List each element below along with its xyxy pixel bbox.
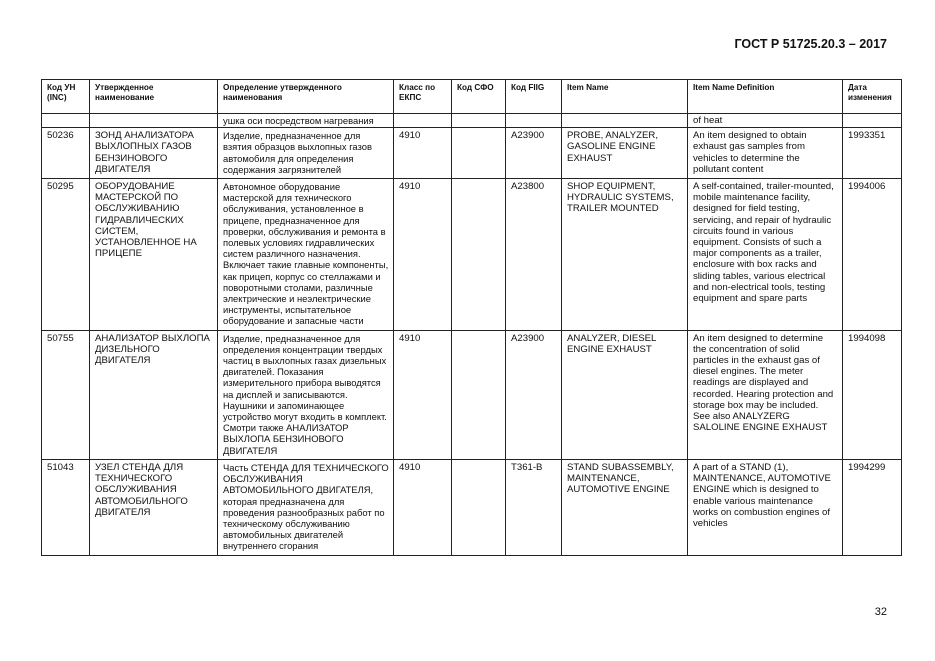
cell-inc: 51043 bbox=[42, 459, 90, 555]
col-header-ekps: Класс по ЕКПС bbox=[394, 80, 452, 114]
col-header-item-name: Item Name bbox=[562, 80, 688, 114]
cell-fiig: A23900 bbox=[506, 330, 562, 459]
table-row bbox=[42, 330, 902, 459]
col-header-name-ru: Утвержденное наименование bbox=[90, 80, 218, 114]
cell-ekps: 4910 bbox=[394, 128, 452, 179]
cell-inc: 50755 bbox=[42, 330, 90, 459]
cell-ekps: 4910 bbox=[394, 330, 452, 459]
col-header-definition-ru: Определение утвержденного наименования bbox=[218, 80, 394, 114]
continuation-definition-ru: ушка оси посредством нагревания bbox=[218, 114, 394, 128]
catalog-table bbox=[41, 79, 902, 556]
cell-definition-en: A part of a STAND (1), MAINTENANCE, AUTOMOTIVE ENGINE which is designed to enable various maintenance works on combustion engines of vehicles bbox=[688, 459, 843, 555]
col-header-definition-en: Item Name Definition bbox=[688, 80, 843, 114]
cell-definition-ru: Изделие, предназначенное для определения концентрации твердых частиц в выхлопных газах дизельных двигателей. Показания измерительного прибора выводятся на дисплей и записываются. Наушники и запоминающее устройство могут входить в комплект. Смотри также АНАЛИЗАТОР ВЫХЛОПА БЕНЗИНОВОГО ДВИГАТЕЛЯ bbox=[218, 330, 394, 459]
cell-sfo bbox=[452, 179, 506, 331]
cell-ekps: 4910 bbox=[394, 179, 452, 331]
cell-name-ru: ОБОРУДОВАНИЕ МАСТЕРСКОЙ ПО ОБСЛУЖИВАНИЮ ГИДРАВЛИЧЕСКИХ СИСТЕМ, УСТАНОВЛЕННОЕ НА ПРИЦЕПЕ bbox=[90, 179, 218, 331]
cell-definition-ru: Часть СТЕНДА ДЛЯ ТЕХНИЧЕСКОГО ОБСЛУЖИВАНИЯ АВТОМОБИЛЬНОГО ДВИГАТЕЛЯ, которая предназначена для проведения разнообразных работ по техническому обслуживанию автомобильных двигателей внутреннего сгорания bbox=[218, 459, 394, 555]
continuation-definition-en: of heat bbox=[688, 114, 843, 128]
cell-date: 1994098 bbox=[843, 330, 902, 459]
cell-fiig: A23900 bbox=[506, 128, 562, 179]
col-header-fiig: Код FIIG bbox=[506, 80, 562, 114]
cell-sfo bbox=[452, 128, 506, 179]
cell-name-ru: УЗЕЛ СТЕНДА ДЛЯ ТЕХНИЧЕСКОГО ОБСЛУЖИВАНИЯ АВТОМОБИЛЬНОГО ДВИГАТЕЛЯ bbox=[90, 459, 218, 555]
cell-date: 1994006 bbox=[843, 179, 902, 331]
cell-date: 1994299 bbox=[843, 459, 902, 555]
cell-inc: 50295 bbox=[42, 179, 90, 331]
table-row bbox=[42, 128, 902, 179]
cell-item-name: PROBE, ANALYZER, GASOLINE ENGINE EXHAUST bbox=[562, 128, 688, 179]
cell-fiig: T361-B bbox=[506, 459, 562, 555]
table-row bbox=[42, 179, 902, 331]
cell-item-name: ANALYZER, DIESEL ENGINE EXHAUST bbox=[562, 330, 688, 459]
col-header-sfo: Код СФО bbox=[452, 80, 506, 114]
table-row bbox=[42, 459, 902, 555]
cell-fiig: A23800 bbox=[506, 179, 562, 331]
col-header-inc: Код УН (INC) bbox=[42, 80, 90, 114]
cell-item-name: STAND SUBASSEMBLY, MAINTENANCE, AUTOMOTIVE ENGINE bbox=[562, 459, 688, 555]
document-code: ГОСТ Р 51725.20.3 – 2017 bbox=[734, 37, 887, 51]
page-number: 32 bbox=[874, 606, 887, 618]
cell-item-name: SHOP EQUIPMENT, HYDRAULIC SYSTEMS, TRAILER MOUNTED bbox=[562, 179, 688, 331]
cell-sfo bbox=[452, 459, 506, 555]
cell-date: 1993351 bbox=[843, 128, 902, 179]
cell-sfo bbox=[452, 330, 506, 459]
cell-definition-ru: Автономное оборудование мастерской для технического обслуживания, установленное в прицепе, предназначенное для проверки, обслуживания и ремонта в полевых условиях гидравлических систем различного назначения. Включает такие главные компоненты, как прицеп, корпус со стеллажами и поворотными столами, различные электрические и неэлектрические инструменты, испытательное оборудование и запасные части bbox=[218, 179, 394, 331]
table-header-row bbox=[42, 80, 902, 114]
col-header-date: Дата изменения bbox=[843, 80, 902, 114]
cell-definition-en: A self-contained, trailer-mounted, mobile maintenance facility, designed for field testing, servicing, and repair of hydraulic circuits found in various equipment. Consists of such a major components as a trailer, enclosure with box racks and sliding tables, various electrical and non-electrical tools, testing equipment and spare parts bbox=[688, 179, 843, 331]
cell-definition-ru: Изделие, предназначенное для взятия образцов выхлопных газов автомобиля для определения содержания загрязнителей bbox=[218, 128, 394, 179]
cell-ekps: 4910 bbox=[394, 459, 452, 555]
cell-definition-en: An item designed to determine the concentration of solid particles in the exhaust gas of diesel engines. The meter readings are displayed and recorded. Hearing protection and storage box may be included. See also ANALYZERG SALOLINE ENGINE EXHAUST bbox=[688, 330, 843, 459]
cell-inc: 50236 bbox=[42, 128, 90, 179]
continuation-row bbox=[42, 114, 902, 128]
cell-name-ru: ЗОНД АНАЛИЗАТОРА ВЫХЛОПНЫХ ГАЗОВ БЕНЗИНОВОГО ДВИГАТЕЛЯ bbox=[90, 128, 218, 179]
cell-definition-en: An item designed to obtain exhaust gas samples from vehicles to determine the pollutant content bbox=[688, 128, 843, 179]
cell-name-ru: АНАЛИЗАТОР ВЫХЛОПА ДИЗЕЛЬНОГО ДВИГАТЕЛЯ bbox=[90, 330, 218, 459]
